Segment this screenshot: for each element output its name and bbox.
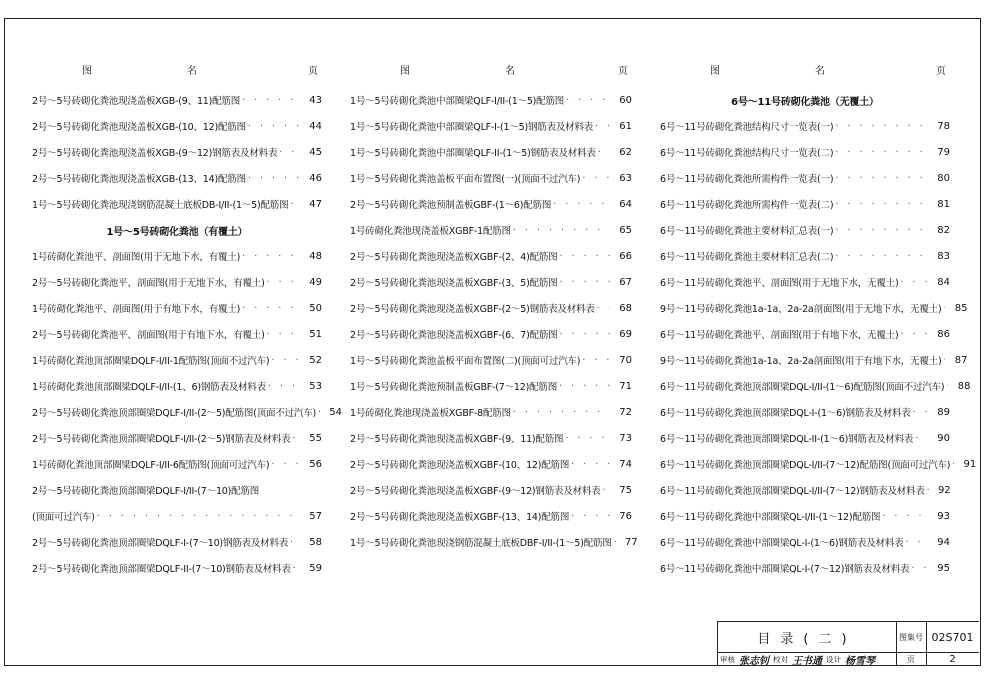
entry-title: 2号～5号砖砌化粪池现浇盖板XGBF-(2～5)钢筋表及材料表 [350, 304, 595, 315]
contents-entry [660, 170, 950, 186]
contents-entry [350, 534, 638, 550]
column-header [350, 58, 632, 78]
entry-page: 79 [937, 146, 950, 158]
contents-entry [660, 118, 950, 134]
entry-page: 53 [309, 380, 322, 392]
entry-title: 2号～5号砖砌化粪池现浇盖板XGBF-(10、12)配筋图 [350, 460, 570, 471]
leader-dots [266, 381, 300, 392]
entry-title: 1号砖砌化粪池顶部圈梁DQLF-I/II-6配筋图(顶面可过汽车) [32, 460, 270, 471]
entry-page: 72 [619, 406, 632, 418]
entry-title: 2号～5号砖砌化粪池现浇盖板XGB-(9、11)配筋图 [32, 96, 241, 107]
entry-page: 65 [619, 224, 632, 236]
entry-page: 76 [619, 510, 632, 522]
leader-dots [569, 511, 610, 522]
leader-dots [265, 277, 300, 288]
sheet-title: 目录(二) [718, 622, 897, 653]
header-figure: 图 [82, 66, 92, 77]
entry-title: 6号～11号砖砌化粪池顶部圈梁DQL-I-(1～6)钢筋表及材料表 [660, 408, 911, 419]
leader-dots [833, 147, 928, 158]
entry-page: 49 [309, 276, 322, 288]
entry-title: 6号～11号砖砌化粪池所需构件一览表(一) [660, 174, 834, 185]
check-label: 校对 [773, 654, 788, 664]
entry-title: 2号～5号砖砌化粪池顶部圈梁DQLF-I-(7～10)钢筋表及材料表 [32, 538, 289, 549]
entry-page: 78 [937, 120, 950, 132]
entry-title: 1号～5号砖砌化粪池盖板平面布置图(一)(顶面不过汽车) [350, 174, 581, 185]
contents-entry [350, 144, 632, 160]
leader-dots [95, 511, 300, 522]
entry-page: 64 [619, 198, 632, 210]
entry-title: 6号～11号砖砌化粪池主要材料汇总表(二) [660, 252, 834, 263]
contents-entry [32, 560, 322, 576]
entry-title: 6号～11号砖砌化粪池主要材料汇总表(一) [660, 226, 834, 237]
entry-page: 60 [619, 94, 632, 106]
entry-page: 63 [619, 172, 632, 184]
entry-title: 2号～5号砖砌化粪池顶部圈梁DQLF-II-(7～10)钢筋表及材料表 [32, 564, 291, 575]
contents-entry [660, 144, 950, 160]
leader-dots [913, 433, 928, 444]
entry-title: 1号砖砌化粪池平、剖面图(用于无地下水，有覆土) [32, 252, 241, 263]
section-heading [32, 222, 322, 238]
leader-dots [265, 329, 300, 340]
contents-entry [32, 300, 322, 316]
contents-entry [32, 248, 322, 264]
leader-dots [291, 563, 300, 574]
contents-entry [32, 92, 322, 108]
contents-entry [350, 274, 632, 290]
atlas-number-label: 图集号 [896, 622, 927, 653]
contents-entry [32, 196, 322, 212]
leader-dots [580, 355, 610, 366]
entry-page: 58 [309, 536, 322, 548]
entry-page: 70 [619, 354, 632, 366]
leader-dots [904, 537, 929, 548]
entry-title: 1号砖砌化粪池顶部圈梁DQLF-I/II-1配筋图(顶面不过汽车) [32, 356, 270, 367]
leader-dots [880, 511, 928, 522]
entry-page: 91 [963, 458, 977, 470]
entry-title: 6号～11号砖砌化粪池（无覆土） [731, 96, 879, 108]
entry-title: 1号～5号砖砌化粪池中部圈梁QLF-I/II-(1～5)配筋图 [350, 96, 565, 107]
header-page: 页 [308, 66, 318, 77]
entry-title: 6号～11号砖砌化粪池中部圈梁QL-I-(1～6)钢筋表及材料表 [660, 538, 904, 549]
contents-entry [350, 508, 632, 524]
entry-title: (顶面可过汽车) [32, 512, 95, 523]
atlas-number: 02S701 [926, 622, 979, 653]
entry-page: 54 [329, 406, 343, 418]
leader-dots [557, 329, 610, 340]
contents-entry [32, 352, 322, 368]
contents-entry [660, 196, 950, 212]
entry-page: 88 [957, 380, 971, 392]
contents-entry [660, 352, 968, 368]
leader-dots [833, 225, 928, 236]
entry-title: 2号～5号砖砌化粪池现浇盖板XGB-(10、12)配筋图 [32, 122, 246, 133]
entry-page: 44 [309, 120, 322, 132]
contents-column-1 [32, 58, 343, 575]
entry-title: 9号～11号砖砌化粪池1a-1a、2a-2a剖面图(用于无地下水，无覆土) [660, 304, 942, 315]
contents-entry [32, 118, 322, 134]
contents-entry [350, 326, 632, 342]
page-number: 2 [949, 653, 956, 665]
entry-page: 69 [619, 328, 632, 340]
entry-title: 1号～5号砖砌化粪池（有覆土） [106, 226, 248, 238]
leader-dots [593, 121, 610, 132]
entry-title: 2号～5号砖砌化粪池现浇盖板XGB-(13、14)配筋图 [32, 174, 246, 185]
leader-dots [557, 251, 610, 262]
leader-dots [557, 277, 610, 288]
entry-page: 93 [937, 510, 950, 522]
section-heading [660, 92, 950, 108]
contents-entry [32, 144, 322, 160]
contents-entry [350, 404, 632, 420]
contents-column-3 [660, 58, 977, 575]
entry-page: 82 [937, 224, 950, 236]
contents-entry [32, 482, 322, 498]
leader-dots [909, 563, 928, 574]
contents-entry [660, 534, 950, 550]
contents-entry [350, 248, 632, 264]
check-signature: 王书通 [792, 655, 822, 667]
contents-entry [660, 482, 950, 498]
leader-dots [580, 173, 610, 184]
entry-title: 2号～5号砖砌化粪池现浇盖板XGBF-(2、4)配筋图 [350, 252, 558, 263]
entry-title: 1号～5号砖砌化粪池现浇钢筋混凝土底板DB-I/II-(1～5)配筋图 [32, 200, 289, 211]
entry-page: 68 [619, 302, 632, 314]
header-figure: 图 [710, 66, 720, 77]
entry-title: 2号～5号砖砌化粪池现浇盖板XGB-(9～12)钢筋表及材料表 [32, 148, 278, 159]
contents-entry [32, 170, 322, 186]
contents-entry [32, 534, 322, 550]
leader-dots [833, 251, 928, 262]
entry-title: 2号～5号砖砌化粪池现浇盖板XGBF-(13、14)配筋图 [350, 512, 570, 523]
review-signature: 张志钊 [739, 655, 769, 667]
header-page: 页 [936, 66, 946, 77]
entry-page: 87 [954, 354, 968, 366]
entry-page: 62 [619, 146, 632, 158]
entry-title: 2号～5号砖砌化粪池现浇盖板XGBF-(6、7)配筋图 [350, 330, 558, 341]
entry-page: 66 [619, 250, 632, 262]
contents-entry [660, 508, 950, 524]
entry-title: 1号～5号砖砌化粪池现浇钢筋混凝土底板DBF-I/II-(1～5)配筋图 [350, 538, 612, 549]
leader-dots [833, 121, 928, 132]
entry-page: 45 [309, 146, 322, 158]
leader-dots [569, 459, 610, 470]
contents-entry [32, 430, 322, 446]
page-label: 页 [896, 652, 927, 666]
entry-title: 2号～5号砖砌化粪池顶部圈梁DQLF-I/II-(2～5)钢筋表及材料表 [32, 434, 291, 445]
entry-page: 74 [619, 458, 632, 470]
contents-entry [660, 300, 968, 316]
contents-entry [350, 92, 632, 108]
contents-entry [32, 456, 322, 472]
entry-page: 56 [309, 458, 322, 470]
entry-page: 73 [619, 432, 632, 444]
entry-page: 81 [937, 198, 950, 210]
header-figure: 图 [400, 66, 410, 77]
leader-dots [246, 173, 300, 184]
entry-page: 71 [619, 380, 632, 392]
contents-entry [660, 456, 977, 472]
leader-dots [898, 329, 928, 340]
leader-dots [557, 381, 610, 392]
header-name: 名 [187, 66, 197, 77]
entry-title: 2号～5号砖砌化粪池顶部圈梁DQLF-I/II-(7～10)配筋图 [32, 486, 260, 497]
contents-entry [32, 378, 322, 394]
contents-entry [350, 352, 632, 368]
contents-entry [350, 430, 632, 446]
contents-entry [350, 118, 632, 134]
header-name: 名 [815, 66, 825, 77]
contents-entry [660, 430, 950, 446]
entry-page: 92 [937, 484, 951, 496]
entry-page: 83 [937, 250, 950, 262]
entry-title: 6号～11号砖砌化粪池平、剖面图(用于无地下水，无覆土) [660, 278, 899, 289]
entry-title: 2号～5号砖砌化粪池顶部圈梁DQLF-I/II-(2～5)配筋图(顶面不过汽车) [32, 408, 317, 419]
leader-dots [596, 147, 610, 158]
entry-page: 90 [937, 432, 950, 444]
entry-page: 80 [937, 172, 950, 184]
entry-title: 6号～11号砖砌化粪池顶部圈梁DQL-II-(1～6)钢筋表及材料表 [660, 434, 914, 445]
entry-page: 89 [937, 406, 950, 418]
leader-dots [564, 95, 610, 106]
entry-title: 2号～5号砖砌化粪池现浇盖板XGBF-(3、5)配筋图 [350, 278, 558, 289]
leader-dots [911, 407, 928, 418]
leader-dots [246, 121, 300, 132]
entry-page: 43 [309, 94, 322, 106]
entry-title: 6号～11号砖砌化粪池中部圈梁QL-I-(7～12)钢筋表及材料表 [660, 564, 910, 575]
entry-page: 75 [619, 484, 632, 496]
entry-page: 95 [937, 562, 950, 574]
leader-dots [833, 199, 928, 210]
leader-dots [563, 433, 610, 444]
entry-title: 2号～5号砖砌化粪池现浇盖板XGBF-(9～12)钢筋表及材料表 [350, 486, 601, 497]
entry-page: 94 [937, 536, 950, 548]
entry-title: 1号砖砌化粪池顶部圈梁DQLF-I/II-(1、6)钢筋表及材料表 [32, 382, 266, 393]
entry-title: 2号～5号砖砌化粪池平、剖面图(用于有地下水，有覆土) [32, 330, 265, 341]
entry-page: 48 [309, 250, 322, 262]
review-label: 审核 [720, 654, 735, 664]
column-header [660, 58, 950, 78]
contents-entry [350, 170, 632, 186]
entry-page: 85 [954, 302, 968, 314]
contents-entry [350, 456, 632, 472]
contents-entry [350, 196, 632, 212]
design-label: 设计 [826, 654, 841, 664]
leader-dots [511, 225, 610, 236]
entry-page: 47 [309, 198, 322, 210]
leader-dots [898, 277, 928, 288]
entry-title: 6号～11号砖砌化粪池顶部圈梁DQL-I/II-(7～12)钢筋表及材料表 [660, 486, 925, 497]
entry-page: 86 [937, 328, 950, 340]
entry-title: 6号～11号砖砌化粪池顶部圈梁DQL-I/II-(7～12)配筋图(顶面可过汽车) [660, 460, 951, 471]
leader-dots [240, 251, 300, 262]
leader-dots [240, 303, 300, 314]
entry-title: 1号～5号砖砌化粪池预制盖板GBF-(7～12)配筋图 [350, 382, 558, 393]
leader-dots [833, 173, 928, 184]
design-signature: 杨雪琴 [845, 655, 875, 667]
contents-entry [32, 326, 322, 342]
entry-title: 6号～11号砖砌化粪池所需构件一览表(二) [660, 200, 834, 211]
entry-page: 59 [309, 562, 322, 574]
entry-title: 2号～5号砖砌化粪池现浇盖板XGBF-(9、11)配筋图 [350, 434, 564, 445]
entry-title: 6号～11号砖砌化粪池结构尺寸一览表(一) [660, 122, 834, 133]
entry-page: 50 [309, 302, 322, 314]
contents-entry [32, 274, 322, 290]
leader-dots [288, 199, 300, 210]
leader-dots [595, 303, 610, 314]
entry-page: 52 [309, 354, 322, 366]
entry-title: 6号～11号砖砌化粪池顶部圈梁DQL-I/II-(1～6)配筋图(顶面不过汽车) [660, 382, 945, 393]
entry-page: 51 [309, 328, 322, 340]
entry-title: 1号～5号砖砌化粪池中部圈梁QLF-II-(1～5)钢筋表及材料表 [350, 148, 596, 159]
contents-entry [350, 300, 632, 316]
contents-entry [660, 404, 950, 420]
contents-entry [32, 404, 343, 420]
entry-page: 55 [309, 432, 322, 444]
entry-page: 77 [624, 536, 638, 548]
signature-row [718, 652, 897, 666]
contents-entry [660, 560, 950, 576]
leader-dots [511, 407, 610, 418]
entry-page: 57 [309, 510, 322, 522]
entry-title: 2号～5号砖砌化粪池平、剖面图(用于无地下水，有覆土) [32, 278, 265, 289]
entry-page: 67 [619, 276, 632, 288]
title-block [717, 621, 979, 665]
entry-title: 1号～5号砖砌化粪池盖板平面布置图(二)(顶面可过汽车) [350, 356, 581, 367]
entry-page: 46 [309, 172, 322, 184]
entry-title: 1号砖砌化粪池现浇盖板XGBF-1配筋图 [350, 226, 511, 237]
entry-page: 61 [619, 120, 632, 132]
leader-dots [288, 537, 300, 548]
entry-title: 9号～11号砖砌化粪池1a-1a、2a-2a剖面图(用于有地下水，无覆土) [660, 356, 942, 367]
contents-entry [660, 378, 971, 394]
leader-dots [269, 355, 300, 366]
entry-title: 6号～11号砖砌化粪池结构尺寸一览表(二) [660, 148, 834, 159]
contents-entry [660, 326, 950, 342]
entry-title: 1号砖砌化粪池平、剖面图(用于有地下水，有覆土) [32, 304, 241, 315]
contents-entry [660, 222, 950, 238]
leader-dots [269, 459, 300, 470]
contents-entry [350, 222, 632, 238]
header-page: 页 [618, 66, 628, 77]
header-name: 名 [505, 66, 515, 77]
contents-entry [32, 508, 322, 524]
leader-dots [551, 199, 610, 210]
column-header [32, 58, 322, 78]
entry-page: 84 [937, 276, 950, 288]
leader-dots [277, 147, 300, 158]
leader-dots [290, 433, 300, 444]
contents-column-2 [350, 58, 638, 549]
contents-entry [660, 274, 950, 290]
contents-entry [350, 482, 632, 498]
leader-dots [601, 485, 610, 496]
entry-title: 1号～5号砖砌化粪池中部圈梁QLF-I-(1～5)钢筋表及材料表 [350, 122, 594, 133]
entry-title: 2号～5号砖砌化粪池预制盖板GBF-(1～6)配筋图 [350, 200, 552, 211]
entry-title: 1号砖砌化粪池现浇盖板XGBF-8配筋图 [350, 408, 511, 419]
entry-title: 6号～11号砖砌化粪池中部圈梁QL-I/II-(1～12)配筋图 [660, 512, 881, 523]
contents-entry [350, 378, 632, 394]
contents-entry [660, 248, 950, 264]
leader-dots [240, 95, 300, 106]
entry-title: 6号～11号砖砌化粪池平、剖面图(用于有地下水，无覆土) [660, 330, 899, 341]
